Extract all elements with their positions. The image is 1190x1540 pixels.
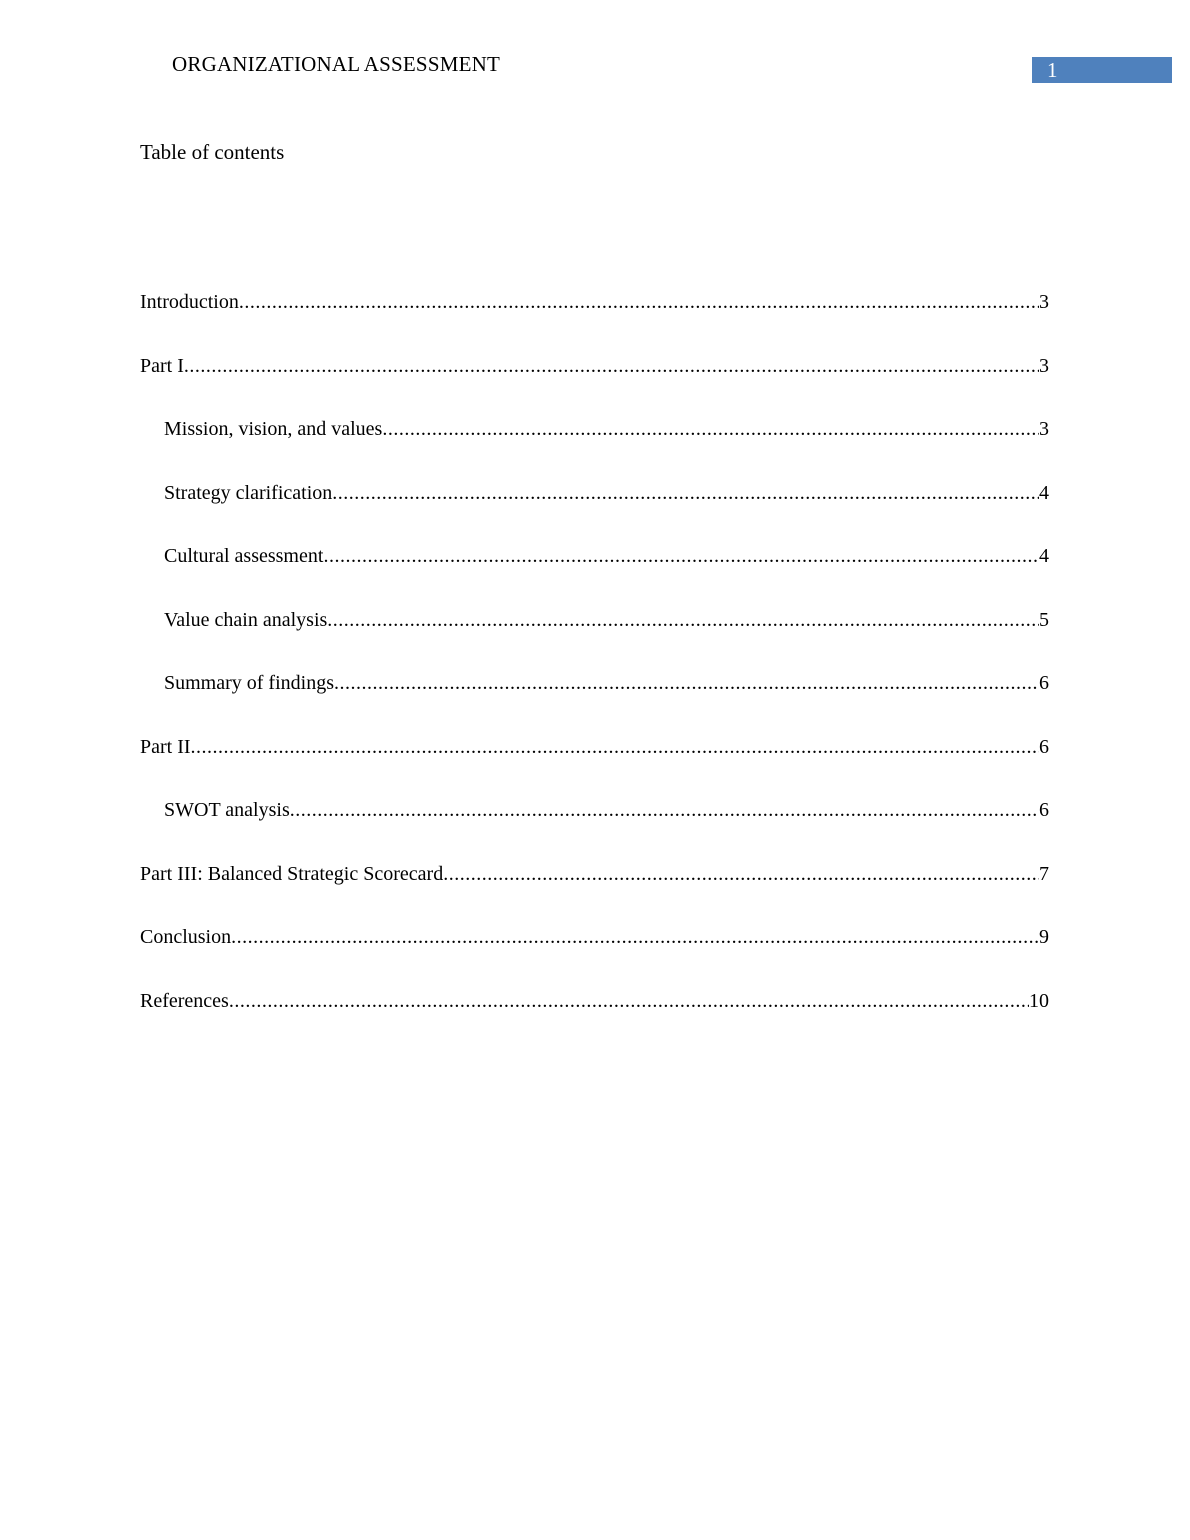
toc-heading: Table of contents bbox=[140, 140, 285, 164]
toc-entry-value-chain-analysis[interactable] bbox=[140, 609, 1049, 673]
toc-dot-leader bbox=[229, 990, 1029, 1013]
toc-entry-part-i[interactable] bbox=[140, 355, 1049, 419]
toc-entry-title: Value chain analysis bbox=[164, 608, 328, 631]
table-of-contents bbox=[140, 291, 1049, 1053]
toc-entry-part-iii[interactable] bbox=[140, 863, 1049, 927]
page-number-box bbox=[1032, 57, 1172, 83]
toc-dot-leader bbox=[231, 926, 1039, 949]
toc-dot-leader bbox=[443, 863, 1039, 886]
toc-entry-strategy-clarification[interactable] bbox=[140, 482, 1049, 546]
toc-dot-leader bbox=[332, 482, 1039, 505]
toc-entry-page: 9 bbox=[1039, 926, 1049, 948]
toc-entry-page: 3 bbox=[1039, 291, 1049, 313]
toc-dot-leader bbox=[382, 418, 1039, 441]
toc-entry-page: 6 bbox=[1039, 672, 1049, 694]
toc-dot-leader bbox=[327, 609, 1039, 632]
toc-entry-swot-analysis[interactable] bbox=[140, 799, 1049, 863]
toc-entry-title: Conclusion bbox=[140, 926, 232, 948]
toc-entry-page: 4 bbox=[1039, 481, 1049, 504]
toc-entry-cultural-assessment[interactable] bbox=[140, 545, 1049, 609]
toc-entry-part-ii[interactable] bbox=[140, 736, 1049, 800]
toc-dot-leader bbox=[191, 736, 1039, 759]
toc-entry-page: 10 bbox=[1029, 989, 1049, 1012]
toc-entry-page: 6 bbox=[1039, 799, 1049, 821]
toc-entry-summary-of-findings[interactable] bbox=[140, 672, 1049, 736]
toc-dot-leader bbox=[239, 291, 1039, 314]
toc-entry-title: Mission, vision, and values bbox=[164, 418, 383, 440]
toc-entry-page: 4 bbox=[1039, 545, 1049, 567]
toc-entry-references[interactable] bbox=[140, 990, 1049, 1054]
toc-entry-mission-vision-values[interactable] bbox=[140, 418, 1049, 482]
toc-entry-title: Strategy clarification bbox=[164, 481, 333, 504]
toc-entry-title: SWOT analysis bbox=[164, 799, 290, 821]
toc-entry-conclusion[interactable] bbox=[140, 926, 1049, 990]
toc-dot-leader bbox=[184, 355, 1039, 378]
toc-entry-title: Summary of findings bbox=[164, 672, 334, 694]
toc-entry-page: 7 bbox=[1039, 862, 1049, 885]
toc-entry-title: Introduction bbox=[140, 291, 239, 313]
toc-entry-title: Cultural assessment bbox=[164, 545, 324, 567]
running-head: ORGANIZATIONAL ASSESSMENT bbox=[172, 52, 500, 76]
toc-dot-leader bbox=[334, 672, 1039, 695]
toc-dot-leader bbox=[323, 545, 1039, 568]
toc-entry-page: 3 bbox=[1039, 418, 1049, 440]
toc-entry-title: Part I bbox=[140, 354, 184, 377]
toc-dot-leader bbox=[290, 799, 1039, 822]
toc-entry-page: 3 bbox=[1039, 354, 1049, 377]
toc-entry-page: 5 bbox=[1039, 608, 1049, 631]
page-number: 1 bbox=[1047, 58, 1058, 82]
toc-entry-introduction[interactable] bbox=[140, 291, 1049, 355]
toc-entry-title: Part III: Balanced Strategic Scorecard bbox=[140, 862, 444, 885]
toc-entry-title: Part II bbox=[140, 735, 191, 758]
toc-entry-page: 6 bbox=[1039, 735, 1049, 758]
toc-entry-title: References bbox=[140, 989, 229, 1012]
